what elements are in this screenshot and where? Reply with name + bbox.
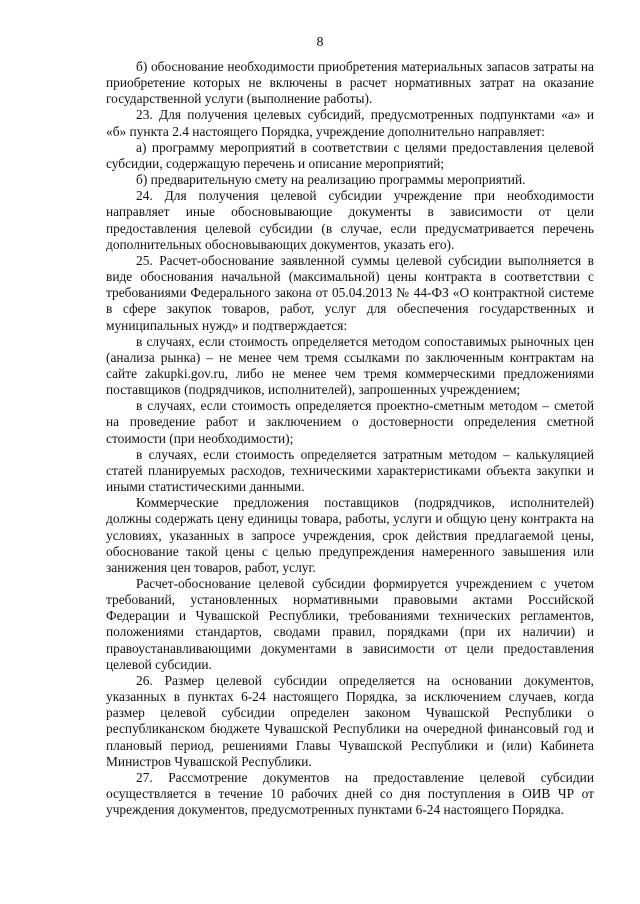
paragraph-25: 25. Расчет-обоснование заявленной суммы целевой субсидии выполняется в виде обоснования начальной (максимальной) цены контракта в соответствии с требованиями Федерального закона от 05.04.2013 № 44-ФЗ «О контрактной системе в сфере закупок товаров, работ, услуг для обеспечения государственных и муниципальных нужд» и подтверждается:: [106, 252, 594, 333]
paragraph-25-cost-method: в случаях, если стоимость определяется затратным методом – калькуляцией статей планируемых расходов, техническими характеристиками объекта закупки и иными статистическими данными.: [106, 446, 594, 495]
paragraph-23: 23. Для получения целевых субсидий, предусмотренных подпунктами «а» и «б» пункта 2.4 настоящего Порядка, учреждение дополнительно направляет:: [106, 107, 594, 139]
paragraph-commercial-offers: Коммерческие предложения поставщиков (подрядчиков, исполнителей) должны содержать цену единицы товара, работы, услуги и общую цену контракта на условиях, указанных в запросе учреждения, срок действия предлагаемой цены, обоснование такой цены с целью предупреждения намеренного завышения или занижения цен товаров, работ, услуг.: [106, 495, 594, 575]
paragraph-27: 27. Рассмотрение документов на предоставление целевой субсидии осуществляется в течение 10 рабочих дней со дня поступления в ОИВ ЧР от учреждения документов, предусмотренных пунктами 6-24 настоящего Порядка.: [106, 769, 594, 818]
paragraph-23b: б) предварительную смету на реализацию программы мероприятий.: [136, 172, 526, 188]
document-body: [106, 59, 594, 818]
paragraph-22b-justification: б) обоснование необходимости приобретения материальных запасов затраты на приобретение которых не включены в расчет нормативных затрат на оказание государственной услуги (выполнение работы).: [106, 59, 594, 107]
page-number: 8: [316, 35, 324, 50]
paragraph-26: 26. Размер целевой субсидии определяется на основании документов, указанных в пунктах 6-24 настоящего Порядка, за исключением случаев, когда размер целевой субсидии определен законом Чувашской Республики о республиканском бюджете Чувашской Республики на очередной финансовый год и плановый период, решениями Главы Чувашской Республики и (или) Кабинета Министров Чувашской Республики.: [106, 672, 594, 769]
paragraph-23a: а) программу мероприятий в соответствии с целями предоставления целевой субсидии, содержащую перечень и описание мероприятий;: [106, 139, 594, 171]
paragraph-25-market-method: в случаях, если стоимость определяется методом сопоставимых рыночных цен (анализа рынка) – не менее чем тремя ссылками по заключенным контрактам на сайте zakupki.gov.ru, либо не менее чем тремя коммерческими предложениями поставщиков (подрядчиков, исполнителей), запрошенных учреждением;: [106, 333, 594, 398]
paragraph-25-design-estimate-method: в случаях, если стоимость определяется проектно-сметным методом – сметой на проведение работ и заключением о достоверности определения сметной стоимости (при необходимости);: [106, 398, 594, 446]
paragraph-24: 24. Для получения целевой субсидии учреждение при необходимости направляет иные обосновывающие документы в зависимости от цели предоставления целевой субсидии (в случае, если предусматривается перечень дополнительных обосновывающих документов, указать его).: [106, 188, 594, 252]
paragraph-calculation-requirements: Расчет-обоснование целевой субсидии формируется учреждением с учетом требований, установленных нормативными правовыми актами Российской Федерации и Чувашской Республики, требованиями технических регламентов, положениями стандартов, сводами правил, порядками (при их наличии) и правоустанавливающими документами в зависимости от цели предоставления целевой субсидии.: [106, 576, 594, 672]
